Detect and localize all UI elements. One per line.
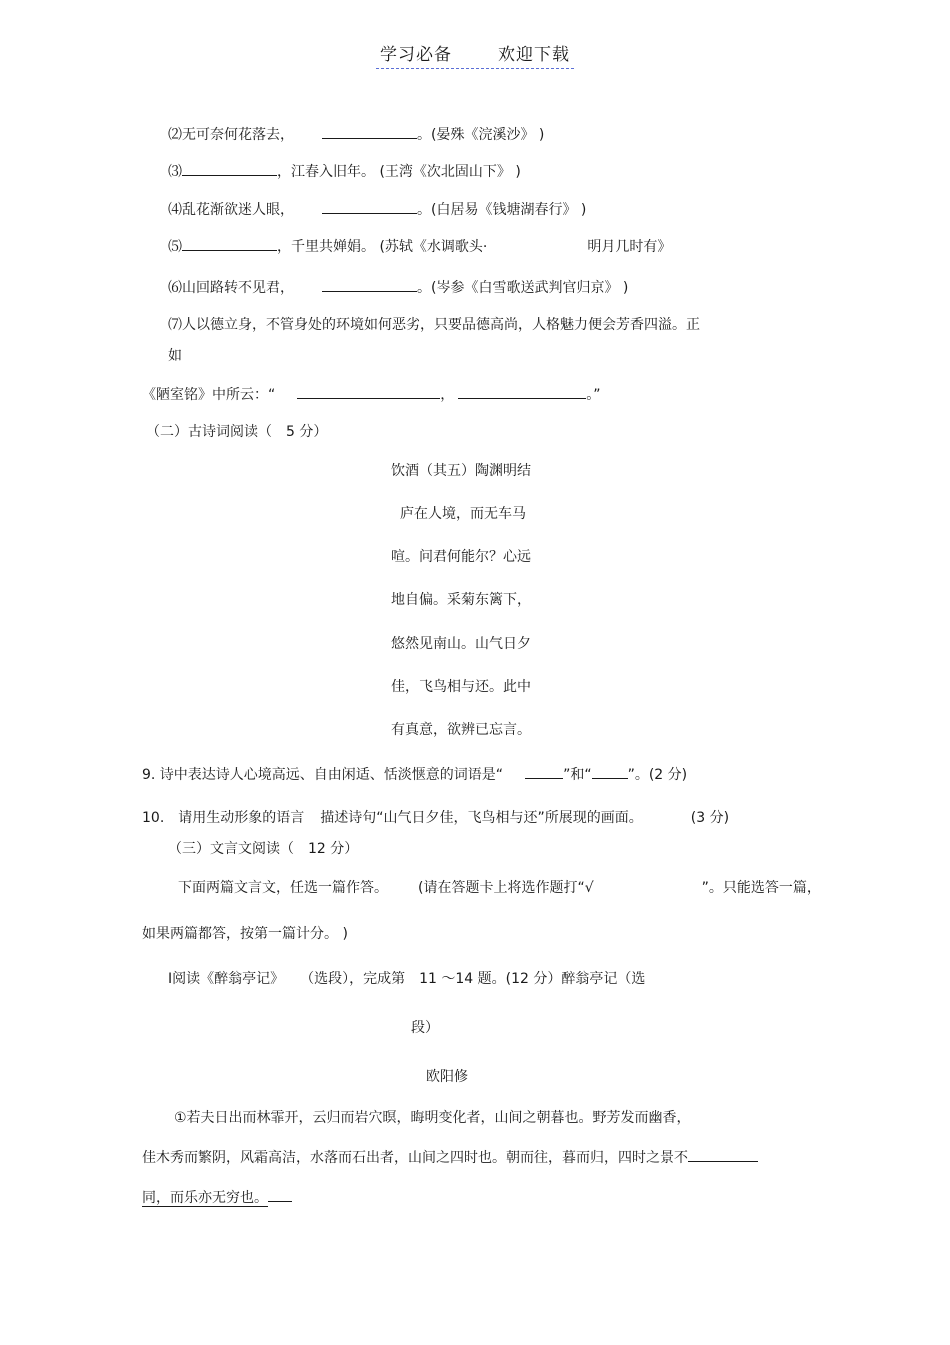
question-item-4: [168, 199, 586, 219]
poem-line: 喧。问君何能尔？心远: [391, 549, 531, 565]
header-left-text: 学习必备: [380, 45, 452, 65]
section-score: 12 分）: [308, 841, 359, 857]
passage-text: 佳木秀而繁阴，风霜高洁，水落而石出者，山间之四时也。朝而往，暮而归，四时之景不: [142, 1150, 688, 1166]
item-text: ⑶: [168, 164, 182, 180]
reading-text: （选段），完成第: [300, 971, 406, 987]
instruction-text: 下面两篇文言文，任选一篇作答。: [178, 880, 388, 896]
item-text: 。”: [586, 387, 601, 403]
question-text: 9. 诗中表达诗人心境高远、自由闲适、恬淡惬意的词语是“: [142, 767, 504, 783]
poem-line: 悠然见南山。山气日夕: [391, 636, 531, 652]
question-text: ”和“: [563, 767, 592, 783]
instruction-text: ”。只能选答一篇，: [701, 880, 821, 896]
answer-blank: [458, 384, 586, 399]
question-item-2: [168, 124, 544, 144]
item-source: 。(晏殊《浣溪沙》 ): [417, 127, 545, 143]
item-source: ，千里共婵娟。 (苏轼《水调歌头·: [277, 239, 488, 255]
item-text: ⑸: [168, 239, 182, 255]
answer-blank: [322, 277, 417, 292]
answer-blank: [182, 161, 277, 176]
question-text: 请用生动形象的语言: [178, 810, 305, 826]
question-score: (3 分): [690, 810, 730, 826]
item-text: ⑷乱花渐欲迷人眼，: [168, 202, 294, 218]
instruction-text: (请在答题卡上将选作题打“√: [418, 880, 594, 896]
item-source-end: 明月几时有》: [587, 239, 672, 255]
poem-line: 地自偏。采菊东篱下，: [391, 592, 531, 608]
section-title: （三）文言文阅读（: [168, 841, 294, 857]
question-score: ”。(2 分): [627, 767, 688, 783]
page-header: [0, 40, 950, 69]
reading-prompt-line1: [168, 968, 645, 988]
header-banner: [376, 40, 574, 69]
passage-line1: ①若夫日出而林霏开，云归而岩穴暝，晦明变化者，山间之朝暮也。野芳发而幽香，: [174, 1110, 691, 1126]
section-title: （二）古诗词阅读（: [146, 424, 272, 440]
item-source: 。(白居易《钱塘湖春行》 ): [417, 202, 587, 218]
poem-line: 佳，飞鸟相与还。此中: [391, 679, 531, 695]
item-text: ⑵无可奈何花落去，: [168, 127, 294, 143]
poem-line: 有真意，欲辨已忘言。: [391, 722, 531, 738]
item-source: ，江春入旧年。 (王湾《次北固山下》 ): [277, 164, 521, 180]
section-heading-classical: [168, 838, 358, 858]
passage-author: 欧阳修: [426, 1069, 468, 1085]
question-item-7-line2: 如: [168, 348, 182, 364]
item-source: 。(岑参《白雪歌送武判官归京》 ): [417, 280, 629, 296]
instructions-line2: 如果两篇都答，按第一篇计分。 ): [142, 926, 348, 942]
item-text: ⑹山回路转不见君，: [168, 280, 294, 296]
header-right-text: 欢迎下载: [498, 45, 570, 65]
question-9: [142, 764, 687, 784]
question-item-6: [168, 277, 628, 297]
item-text: 《陋室铭》中所云：“: [142, 387, 276, 403]
section-heading-poetry: [146, 421, 327, 441]
question-item-3: [168, 161, 521, 181]
answer-blank: [322, 124, 417, 139]
answer-blank: [322, 199, 417, 214]
answer-blank: [182, 236, 277, 251]
passage-line2: [142, 1147, 758, 1167]
passage-text: 同，而乐亦无穷也。: [142, 1190, 268, 1206]
section-score: 5 分）: [286, 424, 328, 440]
reading-text: 11 ～14 题。(12 分）醉翁亭记（选: [419, 971, 646, 987]
poem-line: 饮酒（其五）陶渊明结: [391, 463, 531, 479]
reading-prompt-line2: 段）: [411, 1020, 439, 1036]
poem-line: 庐在人境，而无车马: [400, 506, 526, 522]
underline-blank: [268, 1189, 292, 1202]
question-10: [142, 807, 729, 827]
question-item-5: [168, 236, 671, 256]
instructions-line1: [178, 877, 821, 897]
item-text: ，: [440, 387, 455, 403]
passage-line3: [142, 1187, 292, 1207]
reading-text: Ⅰ阅读《醉翁亭记》: [168, 971, 285, 987]
answer-blank: [592, 764, 628, 779]
answer-blank: [525, 764, 563, 779]
underline-blank: [688, 1149, 758, 1162]
question-item-7-line1: ⑺人以德立身，不管身处的环境如何恶劣，只要品德高尚，人格魅力便会芳香四溢。正: [168, 317, 700, 333]
question-item-7-line3: [142, 384, 601, 404]
answer-blank: [297, 384, 440, 399]
question-number: 10.: [142, 810, 165, 826]
question-text: 描述诗句“山气日夕佳，飞鸟相与还”所展现的画面。: [320, 810, 643, 826]
